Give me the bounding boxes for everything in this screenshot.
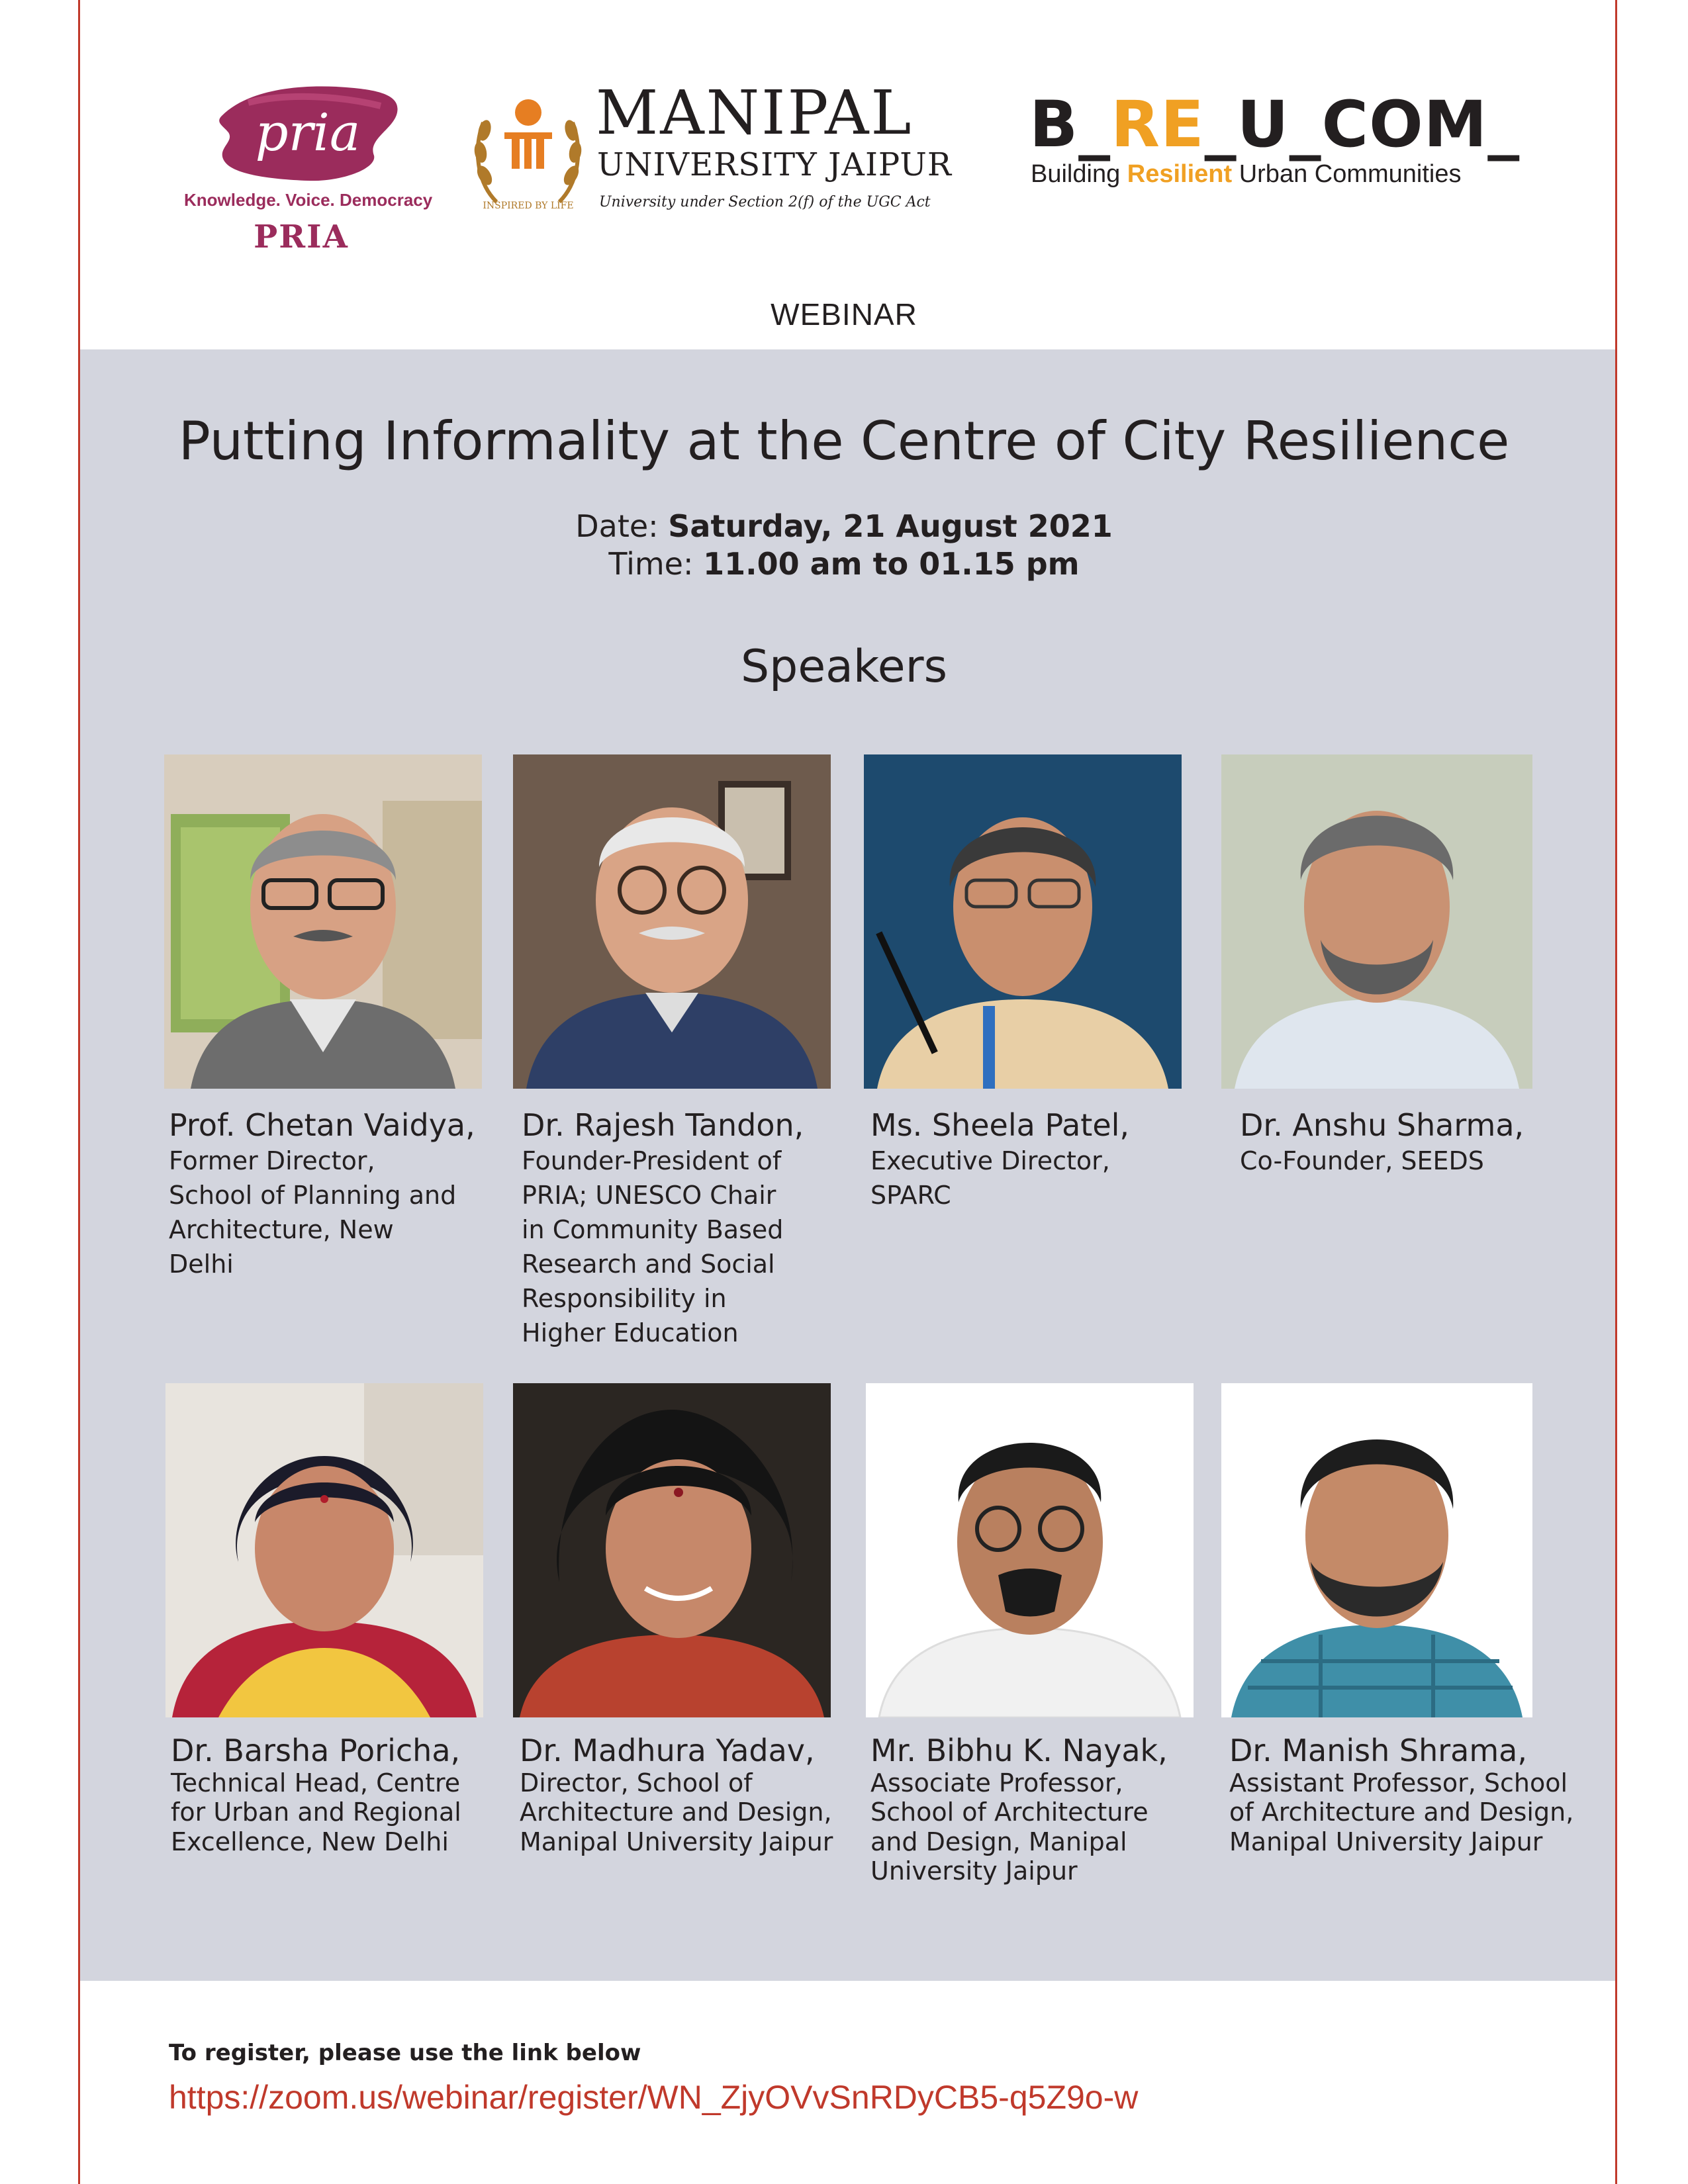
register-label: To register, please use the link below — [169, 2040, 641, 2066]
pria-name: PRIA — [254, 218, 349, 255]
speaker-role: Former Director, School of Planning and Architecture, New Delhi — [169, 1146, 457, 1279]
speaker-photo — [864, 754, 1182, 1089]
pria-mark-text: pria — [255, 103, 361, 163]
pria-brush-mark — [209, 76, 407, 189]
speaker-photo — [513, 1383, 831, 1717]
speaker-role: Executive Director, SPARC — [870, 1146, 1110, 1210]
speaker-photo — [513, 754, 831, 1089]
speaker-name: Dr. Madhura Yadav, — [520, 1733, 815, 1768]
event-title: Putting Informality at the Centre of City Resilience — [178, 410, 1510, 472]
speaker-name: Dr. Manish Shrama, — [1229, 1733, 1527, 1768]
speaker-name: Dr. Anshu Sharma, — [1240, 1107, 1524, 1143]
speaker-name: Dr. Rajesh Tandon, — [522, 1107, 804, 1143]
speaker-name: Ms. Sheela Patel, — [870, 1107, 1130, 1143]
speaker-role: Technical Head, Centre for Urban and Regional Excellence, New Delhi — [171, 1768, 461, 1856]
pria-logo — [179, 76, 433, 255]
speaker-photo — [866, 1383, 1194, 1717]
manipal-university-logo — [470, 76, 952, 228]
speaker-photo — [1221, 754, 1532, 1089]
speaker-role: Associate Professor, School of Architecture and Design, Manipal University Jaipur — [870, 1768, 1149, 1886]
speaker-role: Founder-President of PRIA; UNESCO Chair in Community Based Research and Social Responsibility in Higher Education — [522, 1146, 784, 1348]
speaker-role: Co-Founder, SEEDS — [1240, 1146, 1484, 1175]
speaker-role: Director, School of Architecture and Design, Manipal University Jaipur — [520, 1768, 833, 1856]
register-link[interactable]: https://zoom.us/webinar/register/WN_ZjyOVvSnRDyCB5-q5Z9o-w — [169, 2079, 1139, 2116]
manipal-subtitle: UNIVERSITY JAIPUR — [597, 146, 952, 183]
breucom-subtitle: Building Resilient Urban Communities — [1031, 160, 1462, 188]
pria-tagline: Knowledge. Voice. Democracy — [184, 190, 433, 210]
manipal-ugc-note: University under Section 2(f) of the UGC Act — [599, 194, 931, 210]
speaker-name: Prof. Chetan Vaidya, — [169, 1107, 475, 1143]
event-date: Date: Saturday, 21 August 2021 — [575, 508, 1113, 544]
speaker-photo — [164, 754, 482, 1089]
breucom-wordmark: B_RE_U_COM_ — [1029, 87, 1521, 161]
speaker-photo — [1221, 1383, 1532, 1717]
speaker-photo — [165, 1383, 483, 1717]
manipal-name: MANIPAL — [596, 77, 914, 148]
webinar-label: WEBINAR — [771, 297, 917, 332]
breucom-logo — [1029, 87, 1532, 205]
speaker-name: Dr. Barsha Poricha, — [171, 1733, 461, 1768]
speaker-role: Assistant Professor, School of Architecture and Design, Manipal University Jaipur — [1229, 1768, 1574, 1856]
speaker-name: Mr. Bibhu K. Nayak, — [870, 1733, 1168, 1768]
event-time: Time: 11.00 am to 01.15 pm — [608, 546, 1080, 582]
manipal-seal-icon — [470, 76, 586, 222]
speakers-heading: Speakers — [740, 641, 947, 693]
manipal-seal-text: INSPIRED BY LIFE — [483, 201, 574, 211]
